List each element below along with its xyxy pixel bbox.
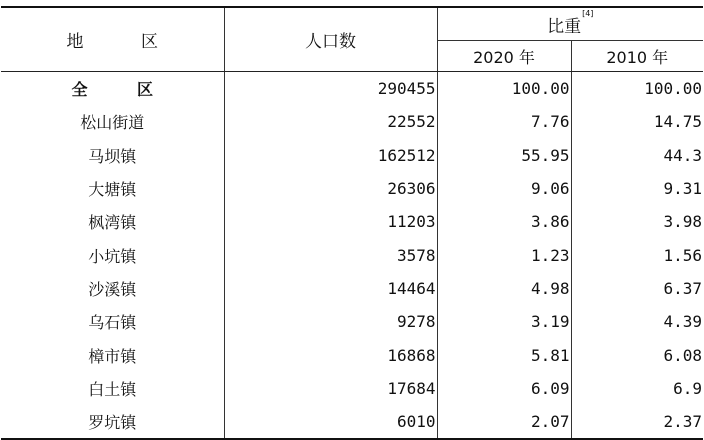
year-2010-header: 2010 年 [571,41,703,72]
ratio-2020-cell: 3.86 [437,205,571,238]
ratio-2010-cell: 6.37 [663,278,702,298]
ratio-header [437,7,703,41]
region-name-cell: 小坑镇 [1,238,224,271]
table-row [1,305,703,338]
ratio-2010-cell: 9.31 [663,179,702,199]
ratio-header-label: 比重 [547,16,582,37]
population-header: 人口数 [224,7,437,72]
ratio-2020-cell: 2.07 [437,405,571,439]
ratio-2010-cell: 44.3 [663,145,702,165]
population-cell: 11203 [224,205,437,238]
population-cell: 22552 [224,105,437,138]
year-2020-header: 2020 年 [437,41,571,72]
ratio-2010-cell: 3.98 [663,212,702,232]
table-row [1,72,703,106]
ratio-2020-cell: 7.76 [437,105,571,138]
ratio-2010-cell: 2.37 [571,405,703,439]
table-row [1,205,703,238]
ratio-2010-cell: 4.39 [663,312,702,332]
region-name-cell: 马坝镇 [1,139,224,172]
population-cell: 26306 [224,172,437,205]
table-row [1,238,703,271]
population-cell: 16868 [224,338,437,371]
table-row [1,372,703,405]
population-cell: 17684 [224,372,437,405]
ratio-2010-cell: 1.56 [663,245,702,265]
table-row [1,172,703,205]
region-name-cell: 全 区 [1,72,224,106]
ratio-2020-cell: 9.06 [437,172,571,205]
region-name-cell: 沙溪镇 [1,272,224,305]
region-name-cell: 樟市镇 [1,338,224,371]
ratio-2020-cell: 100.00 [437,72,571,106]
ratio-2010-cell: 100.00 [644,79,702,99]
table-row [1,105,703,138]
ratio-2020-cell: 6.09 [437,372,571,405]
population-cell: 14464 [224,272,437,305]
ratio-2010-cell: 14.75 [653,112,702,132]
table-row [1,272,703,305]
ratio-2010-cell: 6.9 [673,378,702,398]
ratio-2010-cell: 6.08 [663,345,702,365]
ratio-2020-cell: 3.19 [437,305,571,338]
population-cell: 9278 [224,305,437,338]
table-row [1,405,703,439]
region-name-cell: 白土镇 [1,372,224,405]
region-name-cell: 枫湾镇 [1,205,224,238]
ratio-2020-cell: 1.23 [437,238,571,271]
population-cell: 6010 [224,405,437,439]
population-table [1,6,703,440]
table-row [1,338,703,371]
ratio-2020-cell: 5.81 [437,338,571,371]
ratio-2020-cell: 55.95 [437,139,571,172]
population-cell: 162512 [224,139,437,172]
region-name-cell: 罗坑镇 [1,405,224,439]
region-name-cell: 乌石镇 [1,305,224,338]
table-header [1,7,703,72]
population-cell: 290455 [224,72,437,106]
table-body [1,72,703,440]
ratio-footnote-marker: [4] [582,8,594,18]
ratio-2020-cell: 4.98 [437,272,571,305]
region-header: 地 区 [1,7,224,72]
region-name-cell: 大塘镇 [1,172,224,205]
region-name-cell: 松山街道 [1,105,224,138]
table-row [1,139,703,172]
population-cell: 3578 [224,238,437,271]
